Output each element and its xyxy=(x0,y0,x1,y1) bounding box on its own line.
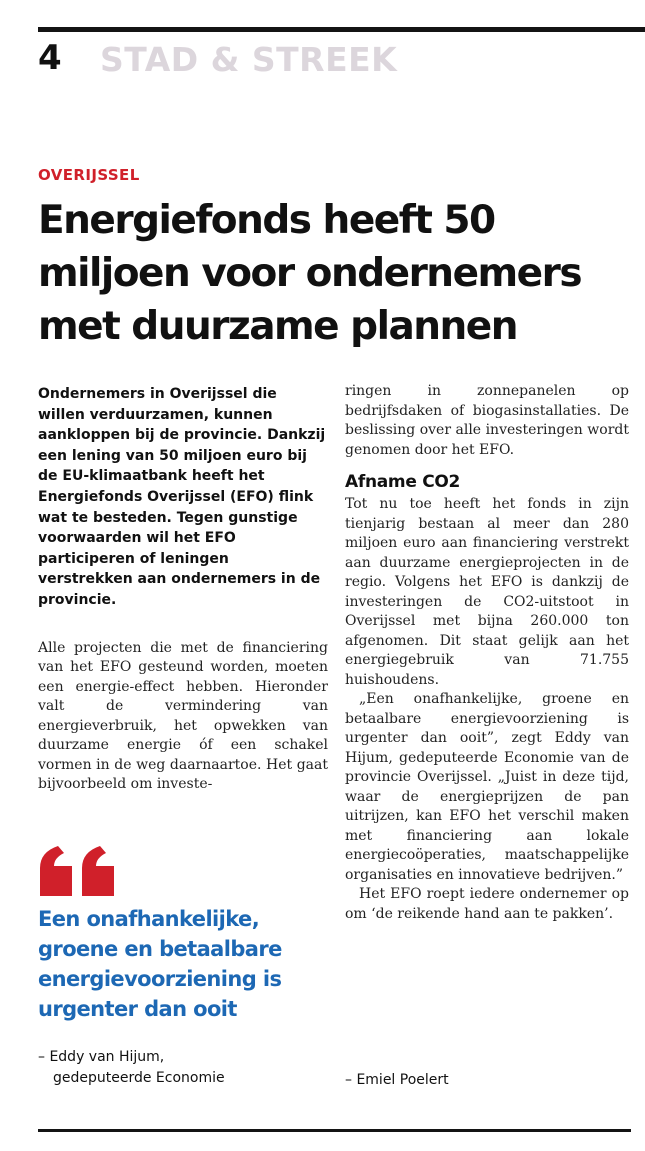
page-number: 4 xyxy=(38,38,62,78)
left-column xyxy=(38,384,328,795)
top-rule xyxy=(38,27,645,32)
article-headline: Energiefonds heeft 50 miljoen voor ondernemers met duurzame plannen xyxy=(38,198,582,349)
pull-quote-text: Een onafhankelijke, groene en betaalbare energievoorziening is urgenter dan ooit xyxy=(38,907,282,1021)
body-paragraph-right-2: Tot nu toe heeft het fonds in zijn tienjarig bestaan al meer dan 280 miljoen euro aan financiering verstrekt aan duurzame energieprojecten in de regio. Volgens het EFO is dankzij de investeringen de CO2-uitstoot in Overijssel met bijna 260.000 ton afgenomen. Dit staat gelijk aan het energiegebruik van 71.755 huishoudens. xyxy=(345,496,629,688)
pull-quote-block xyxy=(38,846,338,1024)
body-paragraph-right-4: Het EFO roept iedere ondernemer op om ‘de reikende hand aan te pakken’. xyxy=(345,886,629,922)
article-kicker: OVERIJSSEL xyxy=(38,166,140,184)
body-paragraph-right-3: „Een onafhankelijke, groene en betaalbare energievoorziening is urgenter dan ooit”, zegt Eddy van Hijum, gedeputeerde Economie van de provincie Overijssel. „Juist in deze tijd, waar de energieprijzen de pan uitrijzen, kan EFO het verschil maken met financiering aan lokale energiecoöperaties, maatschappelijke organisaties en innovatieve bedrijven.” xyxy=(345,691,629,883)
pull-quote-attribution xyxy=(38,1047,328,1089)
article-subheading: Afname CO2 xyxy=(345,472,461,492)
attribution-role: gedeputeerde Economie xyxy=(53,1070,225,1086)
article-intro: Ondernemers in Overijssel die willen verduurzamen, kunnen aankloppen bij de provincie. Dankzij een lening van 50 miljoen euro bij de EU-klimaatbank heeft het Energiefonds Overijssel (EFO) flink wat te besteden. Tegen gunstige voorwaarden wil het EFO participeren of leningen verstrekken aan ondernemers in de provincie. xyxy=(38,386,326,608)
bottom-rule xyxy=(38,1129,631,1132)
body-paragraph-left: Alle projecten die met de financiering van het EFO gesteund worden, moeten een energie-effect hebben. Hieronder valt de vermindering van energieverbruik, het opwekken van duurzame energie óf een schakel vormen in de weg daarnaartoe. Het gaat bijvoorbeeld om investe- xyxy=(38,639,328,793)
right-column xyxy=(345,382,629,924)
body-paragraph-right-1: ringen in zonnepanelen op bedrijfsdaken of biogasinstallaties. De beslissing over alle investeringen wordt genomen door het EFO. xyxy=(345,383,629,458)
section-name: STAD & STREEK xyxy=(100,40,398,79)
attribution-name: – Eddy van Hijum, xyxy=(38,1049,165,1065)
quote-mark-icon xyxy=(38,846,118,896)
article-author: – Emiel Poelert xyxy=(345,1072,449,1088)
